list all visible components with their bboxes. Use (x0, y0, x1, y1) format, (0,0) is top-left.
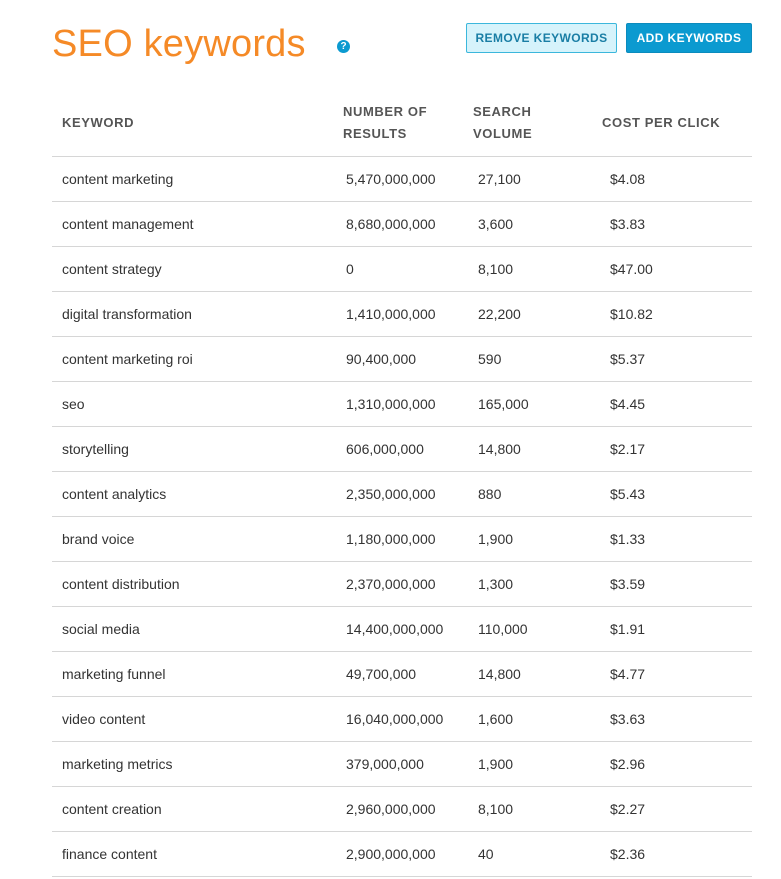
results-cell: 2,350,000,000 (346, 486, 436, 502)
keyword-cell: finance content (62, 846, 157, 862)
column-header-cost-per-click[interactable]: COST PER CLICK (602, 115, 721, 130)
volume-cell: 1,900 (478, 756, 514, 772)
column-header-volume-line1: SEARCH (473, 104, 532, 119)
cpc-cell: $3.83 (610, 216, 646, 232)
column-header-search-volume[interactable] (473, 101, 563, 145)
results-cell: 1,310,000,000 (346, 396, 436, 412)
results-cell: 0 (346, 261, 354, 277)
keyword-cell: brand voice (62, 531, 135, 547)
question-circle-icon[interactable]: ? (337, 40, 350, 53)
keyword-cell: seo (62, 396, 85, 412)
keyword-cell: content management (62, 216, 194, 232)
cpc-cell: $2.17 (610, 441, 646, 457)
table-row[interactable] (52, 337, 752, 382)
keyword-cell: social media (62, 621, 140, 637)
keyword-cell: marketing funnel (62, 666, 166, 682)
table-row[interactable] (52, 517, 752, 562)
keyword-cell: marketing metrics (62, 756, 173, 772)
results-cell: 1,180,000,000 (346, 531, 436, 547)
volume-cell: 22,200 (478, 306, 521, 322)
cpc-cell: $3.59 (610, 576, 646, 592)
keyword-cell: content analytics (62, 486, 167, 502)
table-row[interactable] (52, 382, 752, 427)
volume-cell: 8,100 (478, 801, 514, 817)
table-row[interactable] (52, 472, 752, 517)
cpc-cell: $4.77 (610, 666, 646, 682)
volume-cell: 8,100 (478, 261, 514, 277)
cpc-cell: $2.96 (610, 756, 646, 772)
table-row[interactable] (52, 742, 752, 787)
results-cell: 8,680,000,000 (346, 216, 436, 232)
volume-cell: 590 (478, 351, 502, 367)
keyword-cell: video content (62, 711, 146, 727)
results-cell: 379,000,000 (346, 756, 424, 772)
volume-cell: 27,100 (478, 171, 521, 187)
table-row[interactable] (52, 832, 752, 877)
cpc-cell: $3.63 (610, 711, 646, 727)
volume-cell: 14,800 (478, 441, 521, 457)
add-keywords-button[interactable]: ADD KEYWORDS (626, 23, 752, 53)
results-cell: 14,400,000,000 (346, 621, 444, 637)
cpc-cell: $47.00 (610, 261, 653, 277)
table-row[interactable] (52, 697, 752, 742)
volume-cell: 165,000 (478, 396, 529, 412)
cpc-cell: $5.43 (610, 486, 646, 502)
volume-cell: 40 (478, 846, 494, 862)
results-cell: 2,370,000,000 (346, 576, 436, 592)
keyword-cell: storytelling (62, 441, 129, 457)
table-row[interactable] (52, 607, 752, 652)
column-header-keyword[interactable]: KEYWORD (62, 115, 135, 130)
results-cell: 16,040,000,000 (346, 711, 444, 727)
table-header (52, 96, 752, 157)
cpc-cell: $4.45 (610, 396, 646, 412)
table-body (52, 157, 752, 877)
cpc-cell: $1.33 (610, 531, 646, 547)
volume-cell: 3,600 (478, 216, 514, 232)
results-cell: 2,900,000,000 (346, 846, 436, 862)
cpc-cell: $10.82 (610, 306, 653, 322)
volume-cell: 1,600 (478, 711, 514, 727)
column-header-number-of-results[interactable] (343, 101, 453, 145)
column-header-results-line2: RESULTS (343, 126, 407, 141)
volume-cell: 880 (478, 486, 502, 502)
table-row[interactable] (52, 427, 752, 472)
keyword-cell: digital transformation (62, 306, 192, 322)
volume-cell: 14,800 (478, 666, 521, 682)
table-row[interactable] (52, 202, 752, 247)
results-cell: 1,410,000,000 (346, 306, 436, 322)
column-header-results-line1: NUMBER OF (343, 104, 428, 119)
table-row[interactable] (52, 787, 752, 832)
table-row[interactable] (52, 247, 752, 292)
volume-cell: 110,000 (478, 621, 528, 637)
results-cell: 606,000,000 (346, 441, 424, 457)
page-title: SEO keywords (52, 23, 306, 65)
results-cell: 5,470,000,000 (346, 171, 436, 187)
table-row[interactable] (52, 652, 752, 697)
results-cell: 2,960,000,000 (346, 801, 436, 817)
cpc-cell: $2.36 (610, 846, 646, 862)
column-header-volume-line2: VOLUME (473, 126, 533, 141)
remove-keywords-button[interactable]: REMOVE KEYWORDS (466, 23, 617, 53)
keyword-cell: content marketing roi (62, 351, 193, 367)
keywords-table (52, 96, 752, 877)
cpc-cell: $4.08 (610, 171, 646, 187)
cpc-cell: $5.37 (610, 351, 646, 367)
keyword-cell: content distribution (62, 576, 180, 592)
results-cell: 49,700,000 (346, 666, 417, 682)
keyword-cell: content marketing (62, 171, 174, 187)
table-row[interactable] (52, 562, 752, 607)
volume-cell: 1,300 (478, 576, 514, 592)
cpc-cell: $1.91 (610, 621, 646, 637)
keyword-cell: content creation (62, 801, 162, 817)
volume-cell: 1,900 (478, 531, 514, 547)
table-row[interactable] (52, 292, 752, 337)
cpc-cell: $2.27 (610, 801, 646, 817)
keyword-cell: content strategy (62, 261, 162, 277)
results-cell: 90,400,000 (346, 351, 417, 367)
table-row[interactable] (52, 157, 752, 202)
